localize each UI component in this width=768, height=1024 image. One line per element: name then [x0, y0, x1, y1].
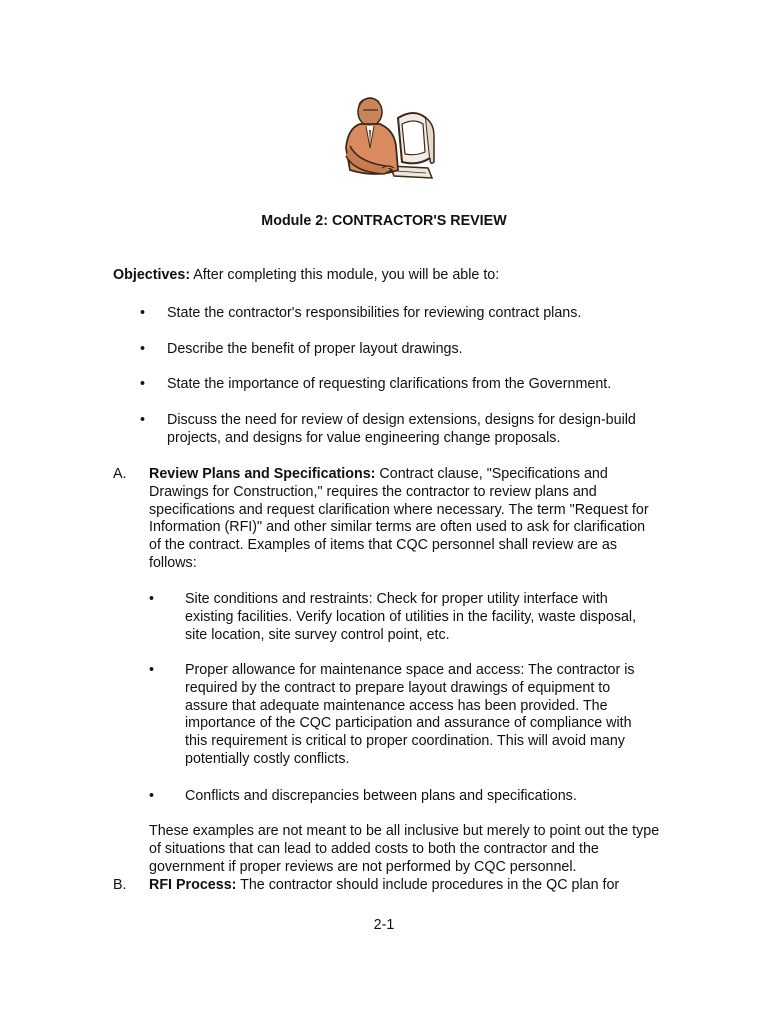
section-a-closing: These examples are not meant to be all inclusive but merely to point out the type of situations that can lead to added costs to both the contractor and the government if proper reviews are not performed by CQC personnel. — [149, 823, 660, 875]
objectives-intro-text: After completing this module, you will be able to: — [190, 267, 500, 283]
bullet: • — [149, 591, 155, 607]
review-item-text: Conflicts and discrepancies between plans and specifications. — [185, 788, 577, 804]
section-body — [149, 877, 659, 895]
section-heading: Review Plans and Specifications: — [149, 466, 376, 482]
bullet: • — [149, 788, 155, 804]
objective-text: Describe the benefit of proper layout drawings. — [167, 341, 463, 357]
bullet: • — [140, 412, 146, 428]
objective-text: Discuss the need for review of design extensions, designs for design-build projects, and designs for value engineering change proposals. — [167, 412, 636, 446]
review-item-text: Proper allowance for maintenance space and access: The contractor is required by the contract to prepare layout drawings of equipment to assure that adequate maintenance access has been provided. The importance of the CQC participation and assurance of compliance with this requirement is critical to proper coordination. This will avoid many potentially costly conflicts. — [185, 662, 635, 767]
bullet: • — [140, 341, 146, 357]
section-heading: RFI Process: — [149, 877, 237, 893]
section-text: The contractor should include procedures in the QC plan for — [236, 877, 620, 893]
man-at-computer-icon — [336, 88, 440, 188]
section-text: Contract clause, "Specifications and Drawings for Construction," requires the contractor to review plans and specifications and request clarification where necessary. The term "Request for Information (RFI)" and other similar terms are often used to ask for clarification of the contract. Examples of items that CQC personnel shall review are as follows: — [149, 466, 649, 571]
objective-text: State the importance of requesting clarifications from the Government. — [167, 376, 612, 392]
review-item-text: Site conditions and restraints: Check for proper utility interface with existing facilities. Verify location of utilities in the facility, waste disposal, site location, site survey control point, etc. — [185, 591, 637, 643]
section-letter: A. — [113, 466, 127, 482]
objective-text: State the contractor's responsibilities for reviewing contract plans. — [167, 305, 582, 321]
page-number: 2-1 — [373, 917, 395, 933]
bullet: • — [140, 305, 146, 321]
bullet: • — [149, 662, 155, 678]
bullet: • — [140, 376, 146, 392]
section-body — [149, 466, 659, 573]
section-letter: B. — [113, 877, 127, 893]
objectives-label: Objectives: — [113, 267, 191, 283]
objectives-intro — [113, 267, 673, 285]
module-title: Module 2: CONTRACTOR'S REVIEW — [261, 213, 507, 229]
